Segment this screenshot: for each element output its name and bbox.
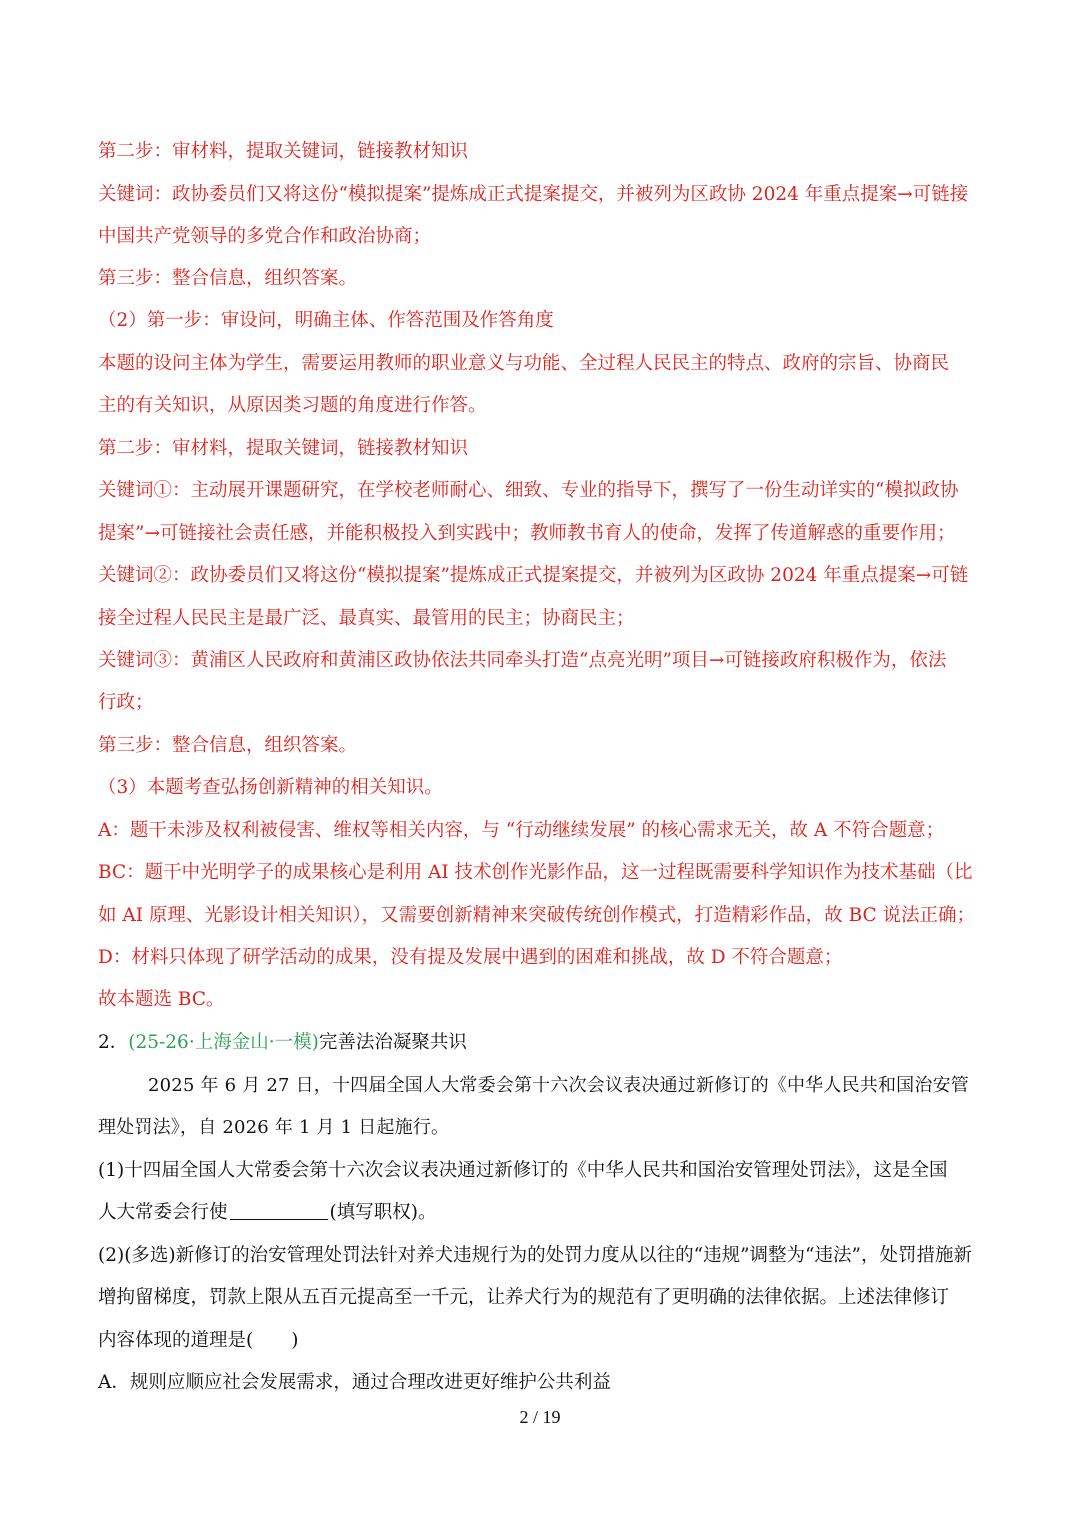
answer-line: 第二步：审材料，提取关键词，链接教材知识 — [98, 438, 469, 459]
question-title: 完善法治凝聚共识 — [318, 1032, 467, 1053]
answer-line: 关键词②：政协委员们又将这份“模拟提案”提炼成正式提案提交，并被列为区政协 2024 年重点提案→可链 — [98, 565, 969, 586]
sub-question-1-cont — [98, 1198, 988, 1228]
sub-question-1: (1)十四届全国人大常委会第十六次会议表决通过新修订的《中华人民共和国治安管理处罚法》，这是全国 — [98, 1160, 948, 1181]
sub-question-2-cont — [98, 1326, 988, 1356]
material-paragraph: 2025 年 6 月 27 日，十四届全国人大常委会第十六次会议表决通过新修订的《中华人民共和国治安管 — [148, 1075, 969, 1096]
question-heading — [98, 1028, 988, 1058]
question-source-link[interactable]: (25-26·上海金山·一模) — [128, 1032, 319, 1053]
answer-line: 接全过程人民民主是最广泛、最真实、最管用的民主；协商民主； — [98, 608, 635, 629]
sub-question-text: ) — [291, 1330, 299, 1351]
answer-line: 故本题选 BC。 — [98, 989, 225, 1010]
answer-line: 关键词①：主动展开课题研究，在学校老师耐心、细致、专业的指导下，撰写了一份生动详实的“模拟政协 — [98, 480, 959, 501]
sub-question-2: (2)(多选)新修订的治安管理处罚法针对养犬违规行为的处罚力度从以往的“违规”调整为“违法”，处罚措施新 — [98, 1245, 972, 1266]
sub-question-text: 人大常委会行使 — [98, 1202, 228, 1223]
answer-line: 中国共产党领导的多党合作和政治协商； — [98, 226, 432, 247]
answer-line: 如 AI 原理、光影设计相关知识），又需要创新精神来突破传统创作模式，打造精彩作品，故 BC 说法正确； — [98, 905, 976, 926]
answer-line: 第三步：整合信息，组织答案。 — [98, 735, 358, 756]
sub-question-2-cont: 增拘留梯度，罚款上限从五百元提高至一千元，让养犬行为的规范有了更明确的法律依据。上述法律修订 — [98, 1287, 950, 1308]
page-number: 2 / 19 — [519, 1407, 561, 1427]
answer-line: 提案”→可链接社会责任感，并能积极投入到实践中；教师教书育人的使命，发挥了传道解惑的重要作用； — [98, 523, 956, 544]
answer-line: 第二步：审材料，提取关键词，链接教材知识 — [98, 141, 469, 162]
option-a[interactable]: A．规则应顺应社会发展需求，通过合理改进更好维护公共利益 — [98, 1372, 611, 1393]
sub-question-text: 内容体现的道理是( — [98, 1330, 254, 1351]
answer-line: （2）第一步：审设问，明确主体、作答范围及作答角度 — [98, 310, 554, 331]
answer-line: 主的有关知识，从原因类习题的角度进行作答。 — [98, 395, 487, 416]
answer-line: A：题干未涉及权利被侵害、维权等相关内容，与 “行动继续发展” 的核心需求无关，故 A 不符合题意； — [98, 820, 945, 841]
sub-question-text: (填写职权)。 — [329, 1202, 437, 1223]
question-number: 2． — [98, 1032, 129, 1053]
answer-line: 关键词③：黄浦区人民政府和黄浦区政协依法共同牵头打造“点亮光明”项目→可链接政府积极作为，依法 — [98, 650, 947, 671]
answer-line: 第三步：整合信息，组织答案。 — [98, 268, 358, 289]
answer-line: 行政； — [98, 692, 154, 713]
answer-line: BC：题干中光明学子的成果核心是利用 AI 技术创作光影作品，这一过程既需要科学知识作为技术基础（比 — [98, 862, 973, 883]
answer-line: 本题的设问主体为学生，需要运用教师的职业意义与功能、全过程人民民主的特点、政府的宗旨、协商民 — [98, 353, 950, 374]
answer-line: （3）本题考查弘扬创新精神的相关知识。 — [98, 777, 443, 798]
fill-blank[interactable] — [230, 1201, 328, 1220]
material-paragraph: 理处罚法》，自 2026 年 1 月 1 日起施行。 — [98, 1117, 450, 1138]
answer-line: 关键词：政协委员们又将这份“模拟提案”提炼成正式提案提交，并被列为区政协 2024 年重点提案→可链接 — [98, 184, 969, 205]
answer-line: D：材料只体现了研学活动的成果，没有提及发展中遇到的困难和挑战，故 D 不符合题意； — [98, 947, 843, 968]
